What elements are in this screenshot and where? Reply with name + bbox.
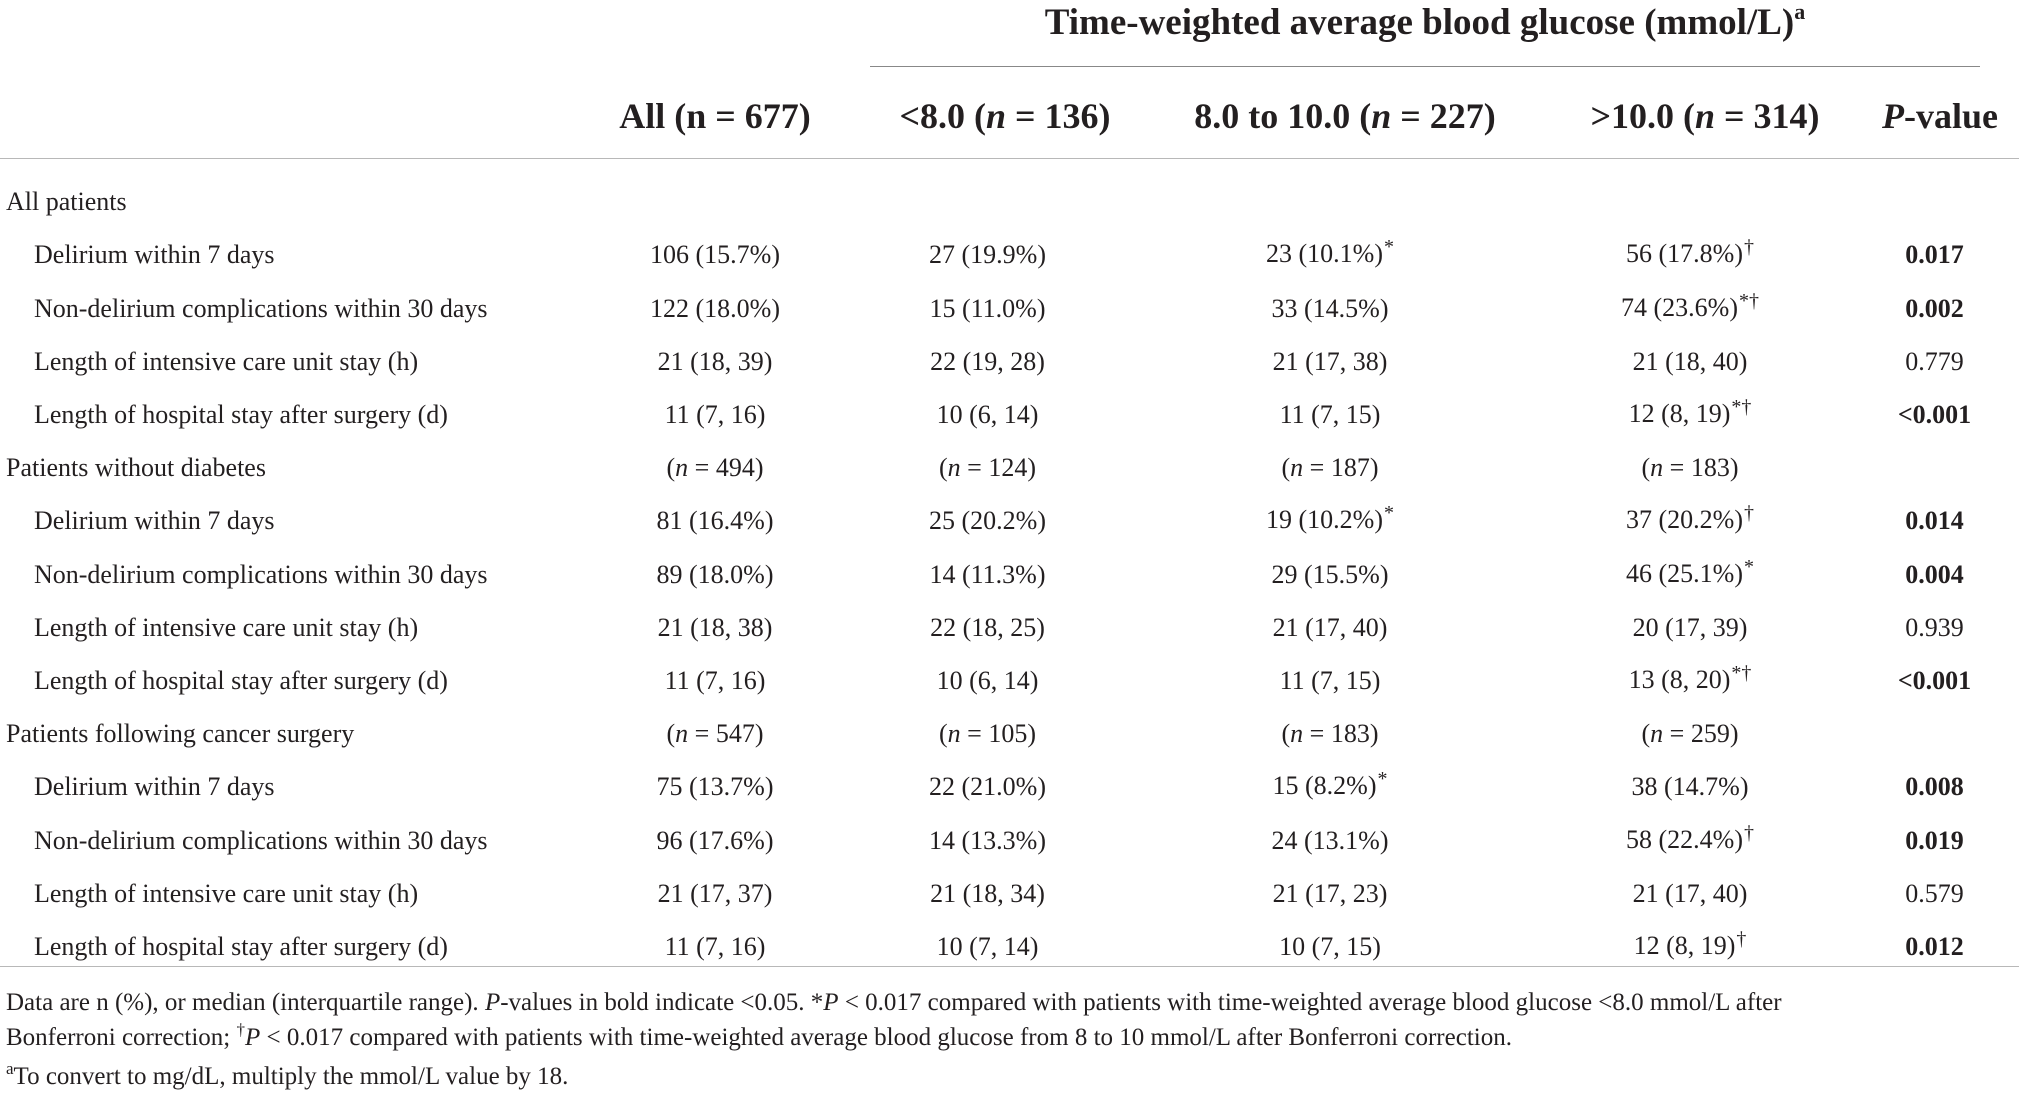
- p-value-cell: [1850, 708, 2019, 760]
- cell-value: 37 (20.2%): [1626, 505, 1743, 534]
- p-value-cell: 0.579: [1905, 879, 1964, 908]
- table-cell: [1130, 442, 1530, 494]
- footnote-dagger-marker: †: [236, 1019, 245, 1039]
- row-label: Non-delirium complications within 30 days: [34, 826, 488, 855]
- column-header-all: [585, 84, 845, 148]
- row-label: Length of hospital stay after surgery (d): [34, 932, 448, 961]
- row-label: Non-delirium complications within 30 days: [34, 560, 488, 589]
- footnote-text: < 0.017 compared with patients with time-weighted average blood glucose <8.0 mmol/L after: [838, 989, 1782, 1016]
- column-header-8to10: [1160, 84, 1530, 148]
- cell-value: 14 (11.3%): [929, 560, 1046, 589]
- section-label: Patients following cancer surgery: [6, 719, 355, 748]
- cell-value: 58 (22.4%): [1626, 825, 1743, 854]
- subgroup-n-label: (n = 183): [1641, 453, 1739, 482]
- table-cell: [1530, 442, 1850, 494]
- significance-marker: *: [1377, 768, 1388, 790]
- p-value-cell: 0.014: [1905, 506, 1964, 535]
- cell-value: 96 (17.6%): [656, 826, 774, 855]
- table-cell: [845, 602, 1130, 654]
- cell-value: 56 (17.8%): [1626, 239, 1743, 268]
- table-cell: [1530, 494, 1850, 548]
- table-cell: [585, 814, 845, 868]
- column-header-lt8-n: n: [985, 96, 1007, 136]
- table-cell: [1130, 760, 1530, 814]
- subgroup-n-label: (n = 187): [1281, 453, 1379, 482]
- cell-value: 11 (7, 16): [664, 666, 766, 695]
- table-row: [0, 868, 2019, 920]
- section-header-row: [0, 708, 2019, 760]
- table-cell: [845, 336, 1130, 388]
- subgroup-n-label: (n = 494): [666, 453, 764, 482]
- n-symbol: n: [675, 453, 689, 482]
- table-cell: [585, 176, 845, 228]
- table-row: [0, 548, 2019, 602]
- footnote-a-marker: a: [6, 1058, 14, 1078]
- table-row: [0, 760, 2019, 814]
- results-table-body: [0, 176, 2019, 974]
- table-cell: [1530, 548, 1850, 602]
- significance-marker: *: [1383, 502, 1394, 524]
- p-value-cell: 0.017: [1905, 240, 1964, 269]
- column-header-lt8: [870, 84, 1140, 148]
- cell-value: 33 (14.5%): [1271, 294, 1389, 323]
- subgroup-n-value: 494: [715, 453, 755, 482]
- table-cell: [845, 442, 1130, 494]
- p-value-cell: 0.019: [1905, 826, 1964, 855]
- subgroup-n-value: 259: [1690, 719, 1730, 748]
- cell-value: 10 (7, 14): [936, 932, 1039, 961]
- column-header-lt8-pre: <8.0 (: [899, 96, 986, 136]
- table-row: [0, 336, 2019, 388]
- row-label: Length of intensive care unit stay (h): [34, 613, 419, 642]
- row-label: Delirium within 7 days: [34, 240, 275, 269]
- cell-value: 10 (7, 15): [1279, 932, 1381, 961]
- cell-value: 22 (21.0%): [929, 772, 1046, 801]
- table-cell: [585, 868, 845, 920]
- n-symbol: n: [1650, 719, 1664, 748]
- cell-value: 21 (18, 39): [657, 347, 773, 376]
- table-cell: [845, 494, 1130, 548]
- cell-value: 106 (15.7%): [650, 240, 780, 269]
- table-cell: [585, 548, 845, 602]
- table-cell: [1130, 336, 1530, 388]
- cell-value: 21 (17, 37): [657, 879, 773, 908]
- header-bottom-rule: [0, 158, 2019, 159]
- table-cell: [845, 760, 1130, 814]
- group-header-footnote-marker: a: [1794, 0, 1806, 24]
- cell-value: 21 (18, 34): [930, 879, 1045, 908]
- table-cell: [1530, 708, 1850, 760]
- footnote-italic-p: P: [823, 989, 839, 1016]
- cell-value: 11 (7, 15): [1279, 400, 1381, 429]
- footnote-text: < 0.017 compared with patients with time-weighted average blood glucose from 8 to 10 mmol/L after Bonferroni correction.: [260, 1024, 1512, 1051]
- row-label: Non-delirium complications within 30 days: [34, 294, 488, 323]
- table-cell: [845, 814, 1130, 868]
- p-value-cell: 0.939: [1905, 613, 1964, 642]
- table-cell: [1130, 388, 1530, 442]
- footnote-line-1: [6, 985, 2011, 1020]
- table-cell: [845, 176, 1130, 228]
- n-symbol: n: [947, 719, 961, 748]
- p-value-cell: 0.004: [1905, 560, 1964, 589]
- footnote-italic-p: P: [244, 1024, 261, 1051]
- subgroup-n-label: (n = 105): [938, 719, 1036, 748]
- p-value-cell: 0.002: [1905, 294, 1964, 323]
- cell-value: 12 (8, 19): [1633, 931, 1736, 960]
- table-cell: [1530, 602, 1850, 654]
- section-header-row: [0, 176, 2019, 228]
- table-cell: [1130, 814, 1530, 868]
- footnote-line-2: [6, 1020, 2011, 1055]
- significance-marker: *: [1383, 236, 1394, 258]
- table-cell: [845, 228, 1130, 282]
- significance-marker: *†: [1731, 396, 1752, 418]
- cell-value: 81 (16.4%): [656, 506, 774, 535]
- cell-value: 21 (18, 38): [657, 613, 773, 642]
- n-symbol: n: [675, 719, 689, 748]
- cell-value: 11 (7, 16): [664, 932, 766, 961]
- table-cell: [845, 654, 1130, 708]
- table-row: [0, 388, 2019, 442]
- table-cell: [845, 868, 1130, 920]
- column-header-8to10-post: = 227): [1391, 96, 1496, 136]
- n-symbol: n: [1290, 719, 1304, 748]
- table-cell: [1130, 548, 1530, 602]
- table-cell: [1530, 228, 1850, 282]
- table-cell: [1130, 708, 1530, 760]
- subgroup-n-value: 183: [1330, 719, 1370, 748]
- cell-value: 14 (13.3%): [929, 826, 1046, 855]
- row-label: Delirium within 7 days: [34, 506, 275, 535]
- significance-marker: *†: [1738, 290, 1759, 312]
- table-cell: [585, 388, 845, 442]
- cell-value: 122 (18.0%): [650, 294, 780, 323]
- table-cell: [845, 388, 1130, 442]
- results-table: [0, 176, 2019, 974]
- column-header-pvalue-p: P: [1882, 96, 1904, 136]
- p-value-cell: 0.012: [1905, 932, 1964, 961]
- table-cell: [585, 228, 845, 282]
- table-cell: [1530, 814, 1850, 868]
- subgroup-n-label: (n = 259): [1641, 719, 1739, 748]
- table-row: [0, 228, 2019, 282]
- cell-value: 89 (18.0%): [656, 560, 774, 589]
- n-symbol: n: [1650, 453, 1664, 482]
- subgroup-n-value: 124: [988, 453, 1028, 482]
- column-header-gt10: [1560, 84, 1850, 148]
- table-cell: [1130, 228, 1530, 282]
- cell-value: 21 (17, 40): [1272, 613, 1388, 642]
- table-cell: [585, 282, 845, 336]
- column-header-pvalue: [1870, 84, 2010, 148]
- n-symbol: n: [1290, 453, 1304, 482]
- table-cell: [585, 602, 845, 654]
- cell-value: 21 (17, 40): [1632, 879, 1748, 908]
- table-bottom-rule: [0, 966, 2019, 967]
- subgroup-n-label: (n = 124): [938, 453, 1036, 482]
- subgroup-n-label: (n = 547): [666, 719, 764, 748]
- table-cell: [1130, 494, 1530, 548]
- table-cell: [1530, 388, 1850, 442]
- cell-value: 29 (15.5%): [1271, 560, 1389, 589]
- n-symbol: n: [947, 453, 961, 482]
- table-row: [0, 814, 2019, 868]
- footnote-italic-p: P: [484, 989, 501, 1016]
- cell-value: 23 (10.1%): [1266, 239, 1383, 268]
- cell-value: 10 (6, 14): [936, 400, 1039, 429]
- cell-value: 21 (17, 23): [1272, 879, 1388, 908]
- cell-value: 22 (19, 28): [930, 347, 1045, 376]
- column-header-gt10-post: = 314): [1715, 96, 1820, 136]
- group-header-rule: [870, 66, 1980, 67]
- p-value-cell: [1850, 442, 2019, 494]
- column-header-all-text: All (n = 677): [619, 96, 811, 136]
- section-header-row: [0, 442, 2019, 494]
- footnote-line-3: [6, 1059, 2011, 1094]
- column-header-gt10-pre: >10.0 (: [1590, 96, 1695, 136]
- row-label: Length of hospital stay after surgery (d): [34, 400, 448, 429]
- cell-value: 74 (23.6%): [1621, 293, 1738, 322]
- column-header-pvalue-post: -value: [1904, 96, 1998, 136]
- cell-value: 20 (17, 39): [1632, 613, 1748, 642]
- subgroup-n-value: 105: [988, 719, 1028, 748]
- table-cell: [1530, 760, 1850, 814]
- p-value-cell: 0.779: [1905, 347, 1964, 376]
- cell-value: 11 (7, 16): [664, 400, 766, 429]
- significance-marker: *†: [1731, 662, 1752, 684]
- significance-marker: *: [1743, 556, 1754, 578]
- table-row: [0, 654, 2019, 708]
- subgroup-n-value: 547: [715, 719, 755, 748]
- p-value-cell: 0.008: [1905, 772, 1964, 801]
- column-header-8to10-n: n: [1371, 96, 1392, 136]
- table-cell: [845, 282, 1130, 336]
- table-cell: [585, 760, 845, 814]
- column-header-8to10-pre: 8.0 to 10.0 (: [1194, 96, 1372, 136]
- cell-value: 38 (14.7%): [1631, 772, 1749, 801]
- cell-value: 46 (25.1%): [1626, 559, 1743, 588]
- significance-marker: †: [1743, 822, 1754, 844]
- table-cell: [585, 654, 845, 708]
- subgroup-n-value: 187: [1330, 453, 1370, 482]
- cell-value: 27 (19.9%): [929, 240, 1046, 269]
- cell-value: 19 (10.2%): [1266, 505, 1383, 534]
- cell-value: 11 (7, 15): [1279, 666, 1381, 695]
- cell-value: 15 (11.0%): [929, 294, 1046, 323]
- row-label: Length of intensive care unit stay (h): [34, 347, 419, 376]
- cell-value: 24 (13.1%): [1271, 826, 1389, 855]
- subgroup-n-value: 183: [1690, 453, 1730, 482]
- row-label: Delirium within 7 days: [34, 772, 275, 801]
- column-header-gt10-n: n: [1694, 96, 1716, 136]
- table-cell: [1130, 654, 1530, 708]
- group-header-text: Time-weighted average blood glucose (mmol/L): [1044, 2, 1795, 43]
- table-cell: [585, 708, 845, 760]
- table-cell: [1130, 602, 1530, 654]
- table-cell: [585, 494, 845, 548]
- table-row: [0, 494, 2019, 548]
- group-header-title: [870, 0, 1980, 46]
- cell-value: 15 (8.2%): [1272, 771, 1377, 800]
- cell-value: 10 (6, 14): [936, 666, 1039, 695]
- row-label: Length of hospital stay after surgery (d): [34, 666, 448, 695]
- footnote-text: Bonferroni correction;: [6, 1024, 237, 1051]
- table-cell: [1530, 336, 1850, 388]
- row-label: Length of intensive care unit stay (h): [34, 879, 419, 908]
- table-row: [0, 282, 2019, 336]
- table-cell: [1130, 868, 1530, 920]
- section-label: Patients without diabetes: [6, 453, 266, 482]
- cell-value: 75 (13.7%): [656, 772, 774, 801]
- significance-marker: †: [1743, 236, 1754, 258]
- table-cell: [1530, 868, 1850, 920]
- section-label: All patients: [6, 187, 127, 216]
- table-cell: [1530, 176, 1850, 228]
- cell-value: 21 (18, 40): [1632, 347, 1748, 376]
- table-cell: [1530, 654, 1850, 708]
- table-cell: [1530, 282, 1850, 336]
- table-cell: [1130, 282, 1530, 336]
- table-cell: [845, 708, 1130, 760]
- column-header-lt8-post: = 136): [1006, 96, 1111, 136]
- footnote-text: To convert to mg/dL, multiply the mmol/L value by 18.: [13, 1063, 569, 1090]
- table-row: [0, 602, 2019, 654]
- p-value-cell: [1850, 176, 2019, 228]
- footnote-text: -values in bold indicate <0.05. *: [500, 989, 824, 1016]
- footnote-text: Data are n (%), or median (interquartile range).: [6, 989, 485, 1016]
- significance-marker: †: [1743, 502, 1754, 524]
- cell-value: 25 (20.2%): [929, 506, 1046, 535]
- significance-marker: †: [1736, 928, 1747, 950]
- cell-value: 13 (8, 20): [1628, 665, 1731, 694]
- table-cell: [845, 548, 1130, 602]
- table-cell: [1130, 176, 1530, 228]
- p-value-cell: <0.001: [1897, 666, 1972, 695]
- subgroup-n-label: (n = 183): [1281, 719, 1379, 748]
- table-cell: [585, 336, 845, 388]
- p-value-cell: <0.001: [1897, 400, 1972, 429]
- table-cell: [585, 442, 845, 494]
- cell-value: 12 (8, 19): [1628, 399, 1731, 428]
- cell-value: 22 (18, 25): [930, 613, 1045, 642]
- cell-value: 21 (17, 38): [1272, 347, 1388, 376]
